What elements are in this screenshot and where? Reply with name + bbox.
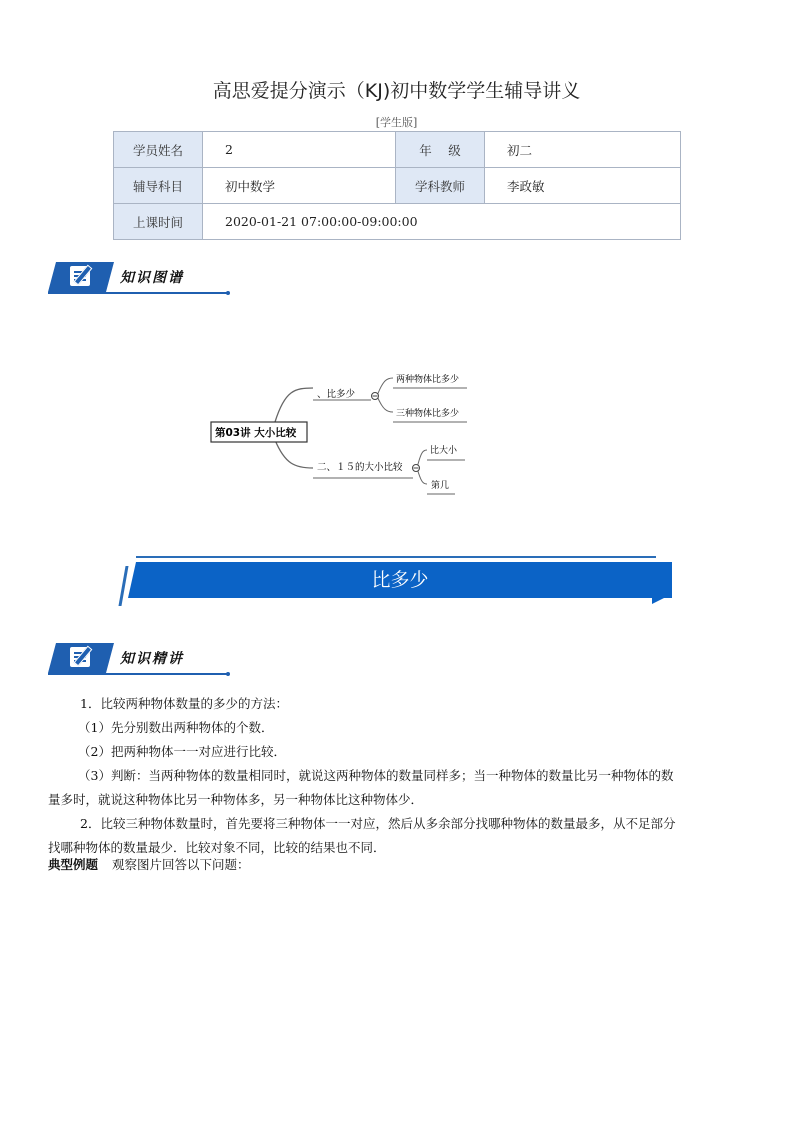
table-label: 年 级 [396,132,485,168]
paragraph: 量多时，就说这种物体比另一种物体多，另一种物体比这种物体少． [48,792,424,807]
banner-title: 比多少 [371,569,429,591]
table-value: 2 [203,132,396,168]
table-label: 上课时间 [114,204,203,240]
example-text: 观察图片回答以下问题： [112,857,250,872]
section-header-knowledge-explain [48,643,233,675]
table-row [114,204,681,240]
mindmap-leaf: 三种物体比多少 [396,409,460,419]
mindmap-leaf: 第几 [431,481,450,491]
table-label: 辅导科目 [114,168,203,204]
content-body [48,692,748,860]
mindmap-leaf: 两种物体比多少 [396,375,460,385]
table-label: 学科教师 [396,168,485,204]
mindmap-root: 第03讲 大小比较 [215,427,297,439]
table-value: 初中数学 [203,168,396,204]
document-title: 高思爱提分演示（KJ)初中数学学生辅导讲义 [212,80,581,102]
student-info-table [113,131,681,240]
example-label: 典型例题 [48,857,99,872]
mindmap-branch-1: 、比多少 [317,389,356,400]
table-value: 2020-01-21 07:00:00-09:00:00 [203,204,681,240]
paragraph: 2．比较三种物体数量时，首先要将三种物体一一对应，然后从多余部分找哪种物体的数量最多，从不足部分 [80,816,676,831]
topic-banner [122,556,674,606]
paragraph: （3）判断：当两种物体的数量相同时，就说这两种物体的数量同样多；当一种物体的数量比另一种物体的数 [78,768,674,783]
table-value: 李政敏 [485,168,681,204]
example-line [48,855,250,873]
section-title: 知识精讲 [120,651,184,667]
paragraph: （1）先分别数出两种物体的个数． [78,720,274,735]
table-row [114,168,681,204]
section-title: 知识图谱 [120,270,184,286]
table-row [114,132,681,168]
version-label: [学生版] [375,116,418,129]
paragraph: 找哪种物体的数量最少．比较对象不同，比较的结果也不同． [48,840,386,855]
mindmap-branch-2: 二、１５的大小比较 [317,462,403,473]
paragraph: （2）把两种物体一一对应进行比较． [78,744,286,759]
table-label: 学员姓名 [114,132,203,168]
table-value: 初二 [485,132,681,168]
paragraph: 1．比较两种物体数量的多少的方法： [80,696,288,711]
section-header-knowledge-map [48,262,233,294]
mind-map [205,360,485,500]
mindmap-leaf: 比大小 [430,446,458,456]
